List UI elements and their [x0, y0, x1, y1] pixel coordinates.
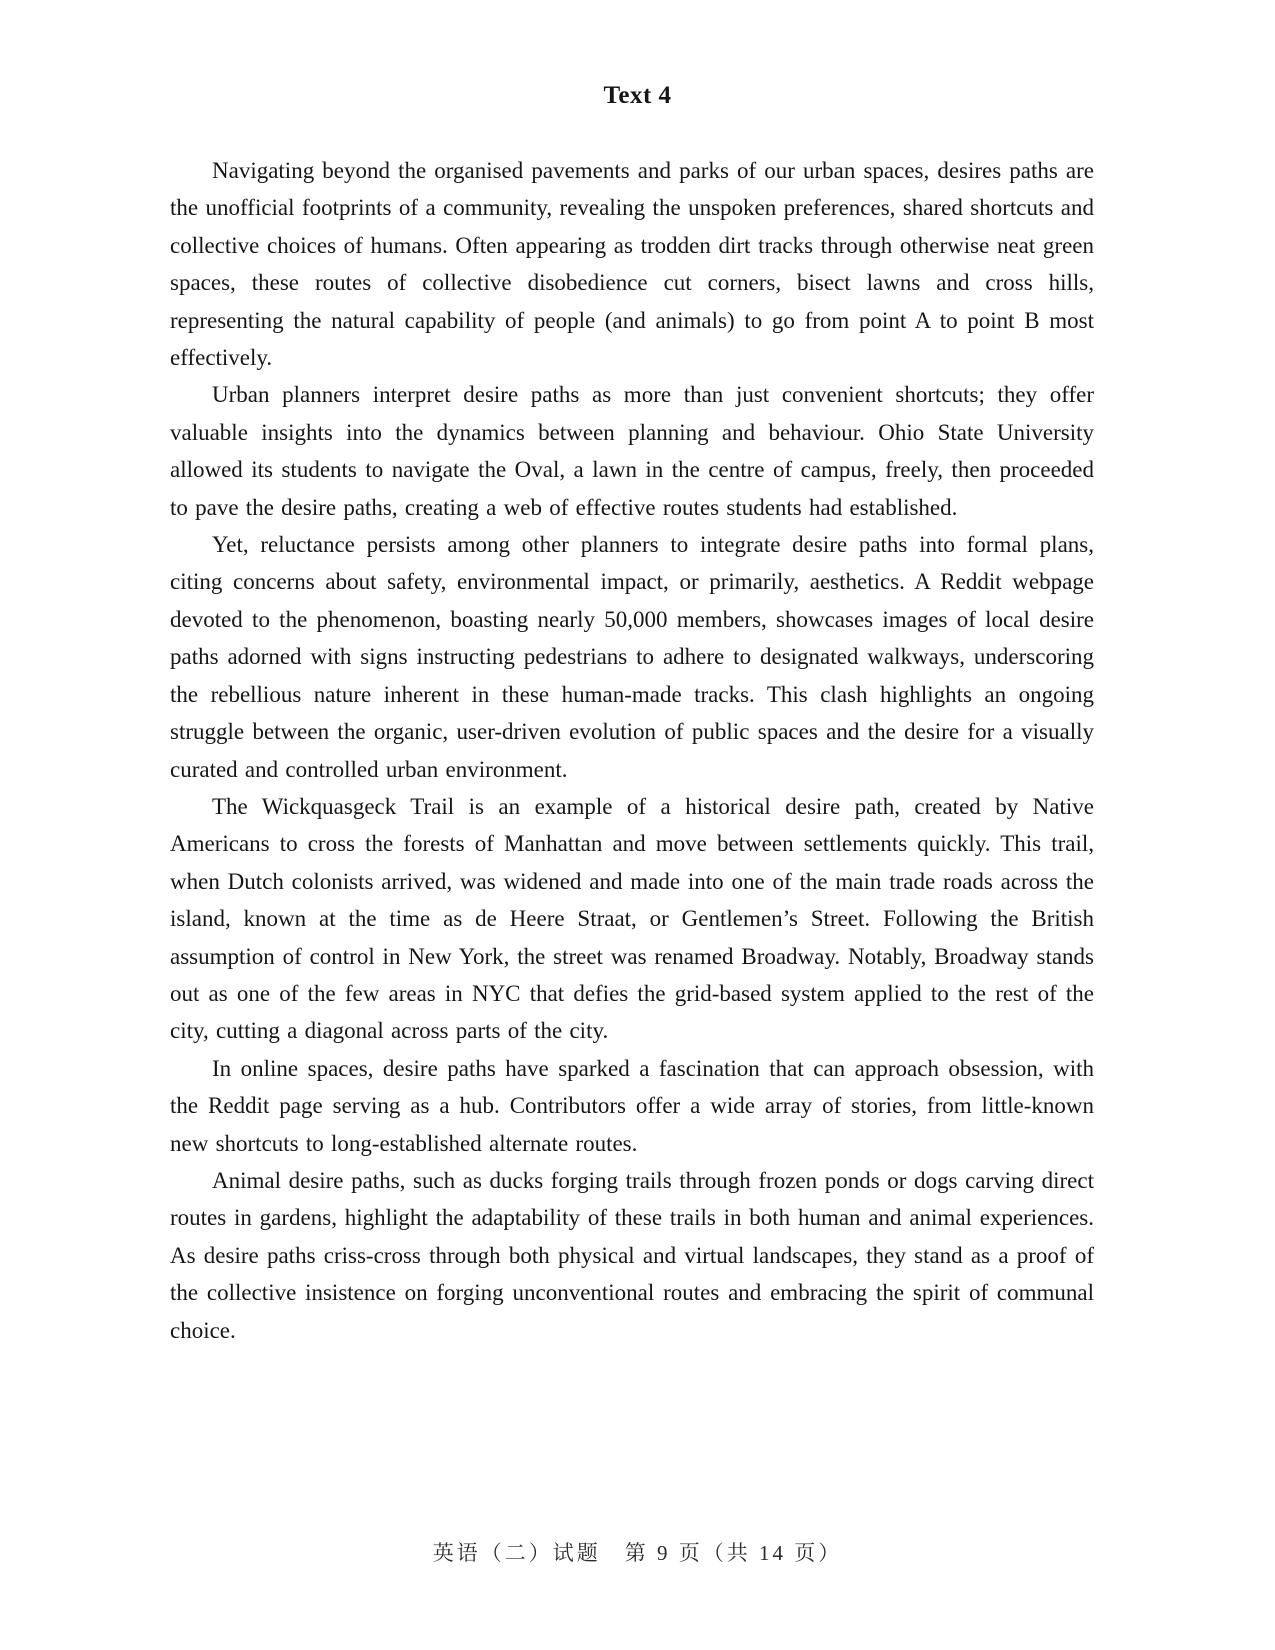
paragraph: Navigating beyond the organised pavements and parks of our urban spaces, desires paths are the unofficial footprints of a community, revealing the unspoken preferences, shared shortcuts and collective choices of humans. Often appearing as trodden dirt tracks through otherwise neat green spaces, these routes of collective disobedience cut corners, bisect lawns and cross hills, representing the natural capability of people (and animals) to go from point A to point B most effectively. [170, 158, 1094, 371]
paragraph: Urban planners interpret desire paths as more than just convenient shortcuts; they offer valuable insights into the dynamics between planning and behaviour. Ohio State University allowed its students to navigate the Oval, a lawn in the centre of campus, freely, then proceeded to pave the desire paths, creating a web of effective routes students had established. [170, 382, 1094, 520]
paragraph: Animal desire paths, such as ducks forging trails through frozen ponds or dogs carving direct routes in gardens, highlight the adaptability of these trails in both human and animal experiences. As desire paths criss-cross through both physical and virtual landscapes, they stand as a proof of the collective insistence on forging unconventional routes and embracing the spirit of communal choice. [170, 1167, 1094, 1343]
paragraph: In online spaces, desire paths have sparked a fascination that can approach obsession, with the Reddit page serving as a hub. Contributors offer a wide array of stories, from little-known new shortcuts to long-established alternate routes. [170, 1055, 1094, 1156]
text-title: Text 4 [603, 82, 672, 109]
paragraph: Yet, reluctance persists among other planners to integrate desire paths into formal plans, citing concerns about safety, environmental impact, or primarily, aesthetics. A Reddit webpage devoted to the phenomenon, boasting nearly 50,000 members, showcases images of local desire paths adorned with signs instructing pedestrians to adhere to designated walkways, underscoring the rebellious nature inherent in these human-made tracks. This clash highlights an ongoing struggle between the organic, user-driven evolution of public spaces and the desire for a visually curated and controlled urban environment. [170, 532, 1094, 782]
page-footer: 英语（二）试题 第 9 页（共 14 页） [432, 1541, 843, 1565]
paragraph: The Wickquasgeck Trail is an example of a historical desire path, created by Native Americans to cross the forests of Manhattan and move between settlements quickly. This trail, when Dutch colonists arrived, was widened and made into one of the main trade roads across the island, known at the time as de Heere Straat, or Gentlemen’s Street. Following the British assumption of control in New York, the street was renamed Broadway. Notably, Broadway stands out as one of the few areas in NYC that defies the grid-based system applied to the rest of the city, cutting a diagonal across parts of the city. [170, 793, 1094, 1044]
passage-body [170, 152, 1094, 1349]
